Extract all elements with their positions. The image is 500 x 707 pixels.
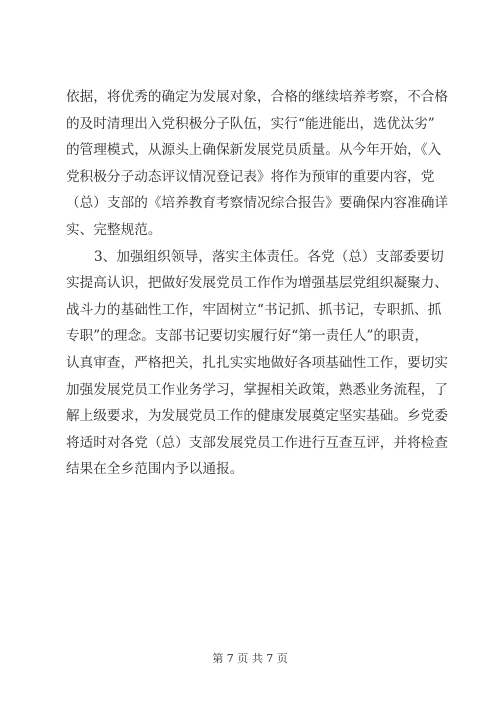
text-line: 认真审查，严格把关，扎扎实实地做好各项基础性工作，要切实 bbox=[66, 354, 449, 371]
page-number: 第 7 页 共 7 页 bbox=[212, 652, 288, 665]
text-line: 实提高认识，把做好发展党员工作作为增强基层党组织凝聚力、 bbox=[66, 275, 449, 292]
text-line: 党积极分子动态评议情况登记表》将作为预审的重要内容，党 bbox=[66, 168, 435, 185]
text-line: 依据，将优秀的确定为发展对象，合格的继续培养考察，不合格 bbox=[66, 89, 449, 105]
page-footer bbox=[0, 652, 500, 666]
paragraph-continuation bbox=[66, 84, 449, 244]
text-line: 加强发展党员工作业务学习，掌握相关政策，熟悉业务流程，了 bbox=[66, 381, 449, 398]
text-line: 解上级要求，为发展党员工作的健康发展奠定坚实基础。乡党委 bbox=[66, 408, 449, 425]
text-line: 的及时清理出入党积极分子队伍，实行“能进能出，选优汰劣” bbox=[66, 115, 435, 132]
text-line: 将适时对各党（总）支部发展党员工作进行互查互评，并将检查 bbox=[66, 434, 449, 451]
text-line: 的管理模式，从源头上确保新发展党员质量。从今年开始，《入 bbox=[66, 142, 442, 159]
text-line: 战斗力的基础性工作，牢固树立“书记抓、抓书记，专职抓、抓 bbox=[66, 301, 442, 318]
document-body bbox=[66, 84, 449, 483]
text-line: 结果在全乡范围内予以通报。 bbox=[66, 461, 244, 478]
paragraph-section-3 bbox=[66, 244, 449, 483]
text-line: 3、加强组织领导，落实主体责任。各党（总）支部委要切 bbox=[94, 248, 444, 265]
text-line: 实、完整规范。 bbox=[66, 221, 162, 238]
text-line: 专职”的理念。支部书记要切实履行好“第一责任人”的职责， bbox=[66, 328, 429, 345]
text-line: （总）支部的《培养教育考察情况综合报告》要确保内容准确详 bbox=[66, 195, 449, 212]
